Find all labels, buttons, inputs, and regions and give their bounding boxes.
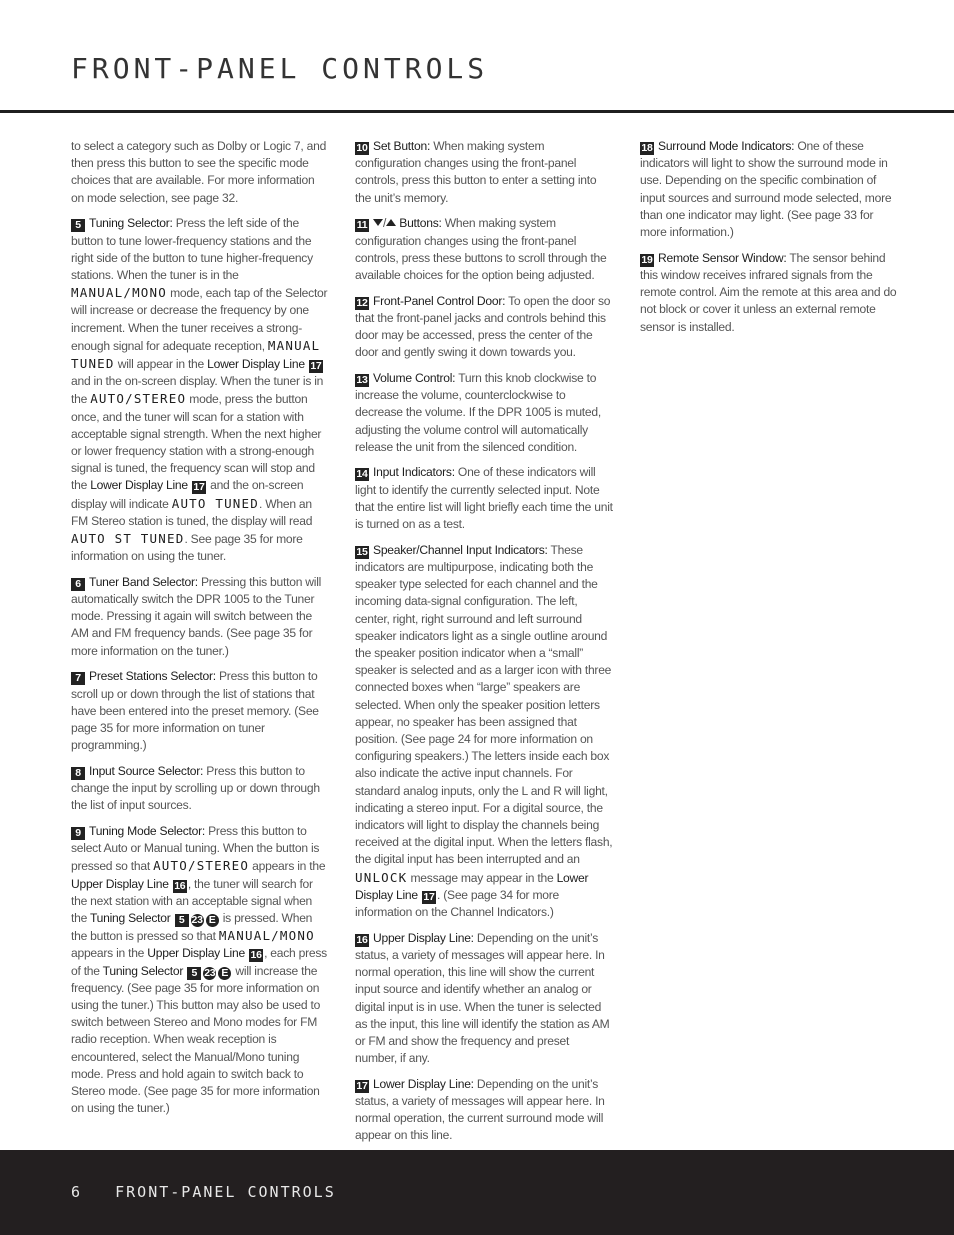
entry-heading: Buttons: (399, 216, 442, 231)
entry-text: The sensor behind this window receives infrared signals from the remote control. Aim the remote at this area and do not block or cover it unless an external remote sensor is installed. (640, 250, 897, 334)
display-message: UNLOCK (355, 869, 408, 885)
display-message: MANUAL/MONO (218, 928, 315, 944)
entry-text: . (See page 34 for more information on the Channel Indicators.) (355, 887, 559, 920)
entry-heading: Input Source Selector: (89, 763, 204, 778)
callout-number: 5 (71, 219, 85, 232)
arrow-down-icon (373, 219, 383, 226)
callout-number: 10 (356, 142, 368, 154)
display-message: AUTO/STEREO (153, 858, 250, 874)
entry-text: To open the door so that the front-panel jacks and controls behind this door may be accessed, press the center of the door and gently swing it down towards you. (355, 293, 611, 360)
entry-text: When making system configuration changes using the front-panel controls, press this button to enter a setting into the unit’s memory. (355, 139, 597, 205)
column-3 (640, 138, 898, 344)
entry-text: and the on-screen display will indicate (71, 478, 304, 511)
column-2 (355, 138, 613, 1153)
callout-number: 7 (71, 672, 85, 685)
entry-heading: Tuner Band Selector: (89, 574, 198, 589)
display-message: AUTO TUNED (171, 495, 259, 511)
callout-number: 16 (174, 879, 186, 892)
callout-number: 8 (71, 767, 85, 780)
footer-label (71, 1183, 336, 1201)
callout-number: 17 (193, 481, 205, 494)
entry-text: Pressing this button will automatically switch the DPR 1005 to the Tuner mode. Pressing it again will switch between the AM and FM frequency bands. (See page 35 for more information on the tuner.) (71, 574, 322, 658)
cross-reference: Tuning Selector (102, 963, 184, 978)
entry-text: message may appear in the (407, 870, 557, 885)
cross-reference: Tuning Selector (89, 911, 171, 926)
entry-heading: Surround Mode Indicators: (658, 139, 795, 153)
cross-reference: Upper Display Line (147, 946, 245, 961)
entry-heading: Preset Stations Selector: (89, 669, 216, 684)
cross-reference: Lower Display Line (90, 478, 188, 493)
callout-number: 16 (250, 949, 262, 962)
entry-text: , the tuner will search for the next station with an acceptable signal when the (71, 876, 313, 926)
entry-heading: Volume Control: (373, 370, 456, 385)
entry-heading: Front-Panel Control Door: (373, 293, 506, 308)
entry-heading: Input Indicators: (373, 465, 455, 480)
callout-number: 5 (175, 914, 189, 927)
entry-heading: Tuning Mode Selector: (89, 824, 205, 839)
callout-number: 13 (356, 373, 368, 386)
entry-text: . See page 35 for more information on using the tuner. (71, 531, 303, 564)
entry-heading: Speaker/Channel Input Indicators: (373, 542, 548, 557)
entry-text: and in the on-screen display. When the tuner is in the (71, 374, 324, 407)
entry-heading: Remote Sensor Window: (658, 250, 787, 265)
entry-preset-stations-selector (71, 668, 329, 754)
page-number: 6 (71, 1183, 83, 1201)
entry-set-button (355, 138, 613, 207)
entry-text: Depending on the unit’s status, a variety of messages will appear here. In normal operation, the current surround mode will appear on this line. (355, 1076, 605, 1143)
display-message: MANUAL TUNED (71, 337, 321, 371)
entry-text: is pressed. When the button is pressed so that (71, 911, 313, 944)
entry-arrow-buttons: 11 / Buttons: When making system configuration changes using the front-panel controls, press these buttons to scroll through the available choices for the option being adjusted. (355, 216, 607, 282)
entry-text: appears in the (249, 859, 326, 874)
callout-number: 5 (187, 967, 201, 980)
entry-text: will appear in the (114, 356, 208, 371)
callout-number: 18 (641, 142, 653, 154)
callout-number: 19 (641, 253, 653, 266)
entry-input-indicators (355, 464, 613, 533)
entry-tuning-mode-selector (71, 823, 329, 1117)
entry-text: mode, each tap of the Selector will increase or decrease the frequency by one increment. When the tuner receives a strong-enough signal for adequate reception, (71, 286, 328, 353)
entry-text: Press this button to change the input by scrolling up or down through the list of input sources. (71, 763, 320, 813)
entry-text: mode, press the button once, and the tuner will scan for a station with acceptable signal strength. When the next higher or lower frequency station with a strong-enough signal is tuned, the frequency scan will stop and the (71, 392, 322, 493)
display-message: MANUAL/MONO (71, 285, 167, 301)
footer-title: FRONT-PANEL CONTROLS (115, 1183, 336, 1201)
entry-text: appears in the (71, 946, 148, 961)
callout-number: 17 (310, 359, 322, 372)
callout-number: 11 (356, 219, 368, 232)
arrow-up-icon (386, 219, 396, 226)
entry-text: will increase the frequency. (See page 35 for more information on using the tuner.) This button may also be used to switch between Stereo and Mono modes for FM radio reception. When weak reception is encountered, select the Manual/Mono tuning mode. Press and hold again to switch back to Stereo mode. (See page 35 for more information on using the tuner.) (71, 963, 321, 1116)
entry-upper-display-line (355, 930, 613, 1068)
entry-text: Depending on the unit’s status, a variety of messages will appear here. In normal operation, this line will show the current input source and identify whether an analog or digital input is in use. When the tuner is selected as the input, this line will identify the station as AM or FM and show the frequency and preset number, if any. (355, 930, 610, 1066)
callout-number: 23 (191, 914, 203, 927)
entry-tuner-band-selector (71, 574, 329, 660)
entry-heading: Lower Display Line: (373, 1076, 474, 1091)
callout-number: 17 (423, 890, 435, 903)
entry-front-panel-control-door (355, 293, 613, 362)
entry-speaker-channel-indicators (355, 542, 613, 921)
callout-number: 9 (71, 827, 85, 840)
entry-surround-mode-indicators (640, 138, 898, 241)
entry-heading: Tuning Selector: (89, 216, 173, 231)
cross-reference: Lower Display Line (355, 870, 589, 902)
entry-input-source-selector (71, 763, 329, 815)
entry-heading: Set Button: (373, 139, 431, 153)
callout-number: E (206, 914, 219, 927)
entry-text: , each press of the (71, 946, 327, 978)
callout-number: 12 (356, 296, 368, 309)
entry-volume-control (355, 370, 613, 456)
page-footer (0, 1150, 954, 1235)
entry-remote-sensor-window (640, 250, 898, 336)
display-message: AUTO/STEREO (90, 391, 187, 407)
callout-number: 16 (356, 933, 368, 946)
callout-number: 23 (204, 966, 216, 979)
callout-number: 6 (71, 578, 85, 591)
callout-number: 17 (356, 1079, 368, 1092)
entry-heading: Upper Display Line: (373, 930, 474, 945)
entry-text: Turn this knob clockwise to increase the volume, counterclockwise to decrease the volume. If the DPR 1005 is muted, adjusting the volume control will automatically release the unit from the silenced condition. (355, 370, 601, 454)
entry-lower-display-line (355, 1076, 613, 1145)
entry-text: . When an FM Stereo station is tuned, the display will read (71, 496, 313, 528)
column-1 (71, 138, 329, 1126)
entry-text: Press the left side of the button to tune lower-frequency stations and the right side of the button to tune higher-frequency stations. When the tuner is in the (71, 216, 313, 282)
callout-number: E (218, 967, 231, 980)
callout-number: 14 (356, 468, 368, 481)
entry-text: One of these indicators will light to show the surround mode in use. Depending on the specific combination of input sources and surround mode selected, more than one indicator may light. (See page 33 for more information.) (640, 139, 892, 240)
entry-tuning-selector (71, 215, 329, 565)
cross-reference: Upper Display Line (71, 876, 169, 891)
cross-reference: Lower Display Line (207, 356, 305, 371)
page-title: FRONT-PANEL CONTROLS (71, 52, 489, 85)
title-rule (0, 110, 954, 113)
entry-text: Press this button to scroll up or down through the list of stations that have been entered into the preset memory. (See page 35 for more information on tuner programming.) (71, 669, 319, 753)
entry-text: One of these indicators will light to identify the currently selected input. Note that the entire list will light briefly each time the unit is turned on as a test. (355, 465, 613, 532)
callout-number: 15 (356, 545, 368, 558)
entry-text: When making system configuration changes using the front-panel controls, press these buttons to scroll through the available choices for the option being adjusted. (355, 216, 607, 282)
entry-text: Press this button to select Auto or Manual tuning. When the button is pressed so that (71, 824, 320, 874)
entry-text: These indicators are multipurpose, indicating both the speaker type selected for each channel and the incoming data-signal configuration. The left, center, right, right surround and left surround speaker indicators light as a single outline around the speaker position indicator when a “small” speaker is selected and as a larger icon with three connected boxes when “large” speakers are selected. When only the speaker position letters appear, no speaker has been assigned that position. (See page 24 for more information on configuring speakers.) The letters inside each box also indicate the active input channels. For standard analog inputs, only the L and R will light, indicating a stereo input. For a digital source, the indicators will light to display the channels being received at the digital input. When the letters flash, the digital input has been interrupted and an (355, 542, 613, 867)
display-message: AUTO ST TUNED (71, 530, 185, 546)
intro-paragraph: to select a category such as Dolby or Logic 7, and then press this button to see the specific mode choices that are available. For more information on mode selection, see page 32. (71, 139, 327, 205)
